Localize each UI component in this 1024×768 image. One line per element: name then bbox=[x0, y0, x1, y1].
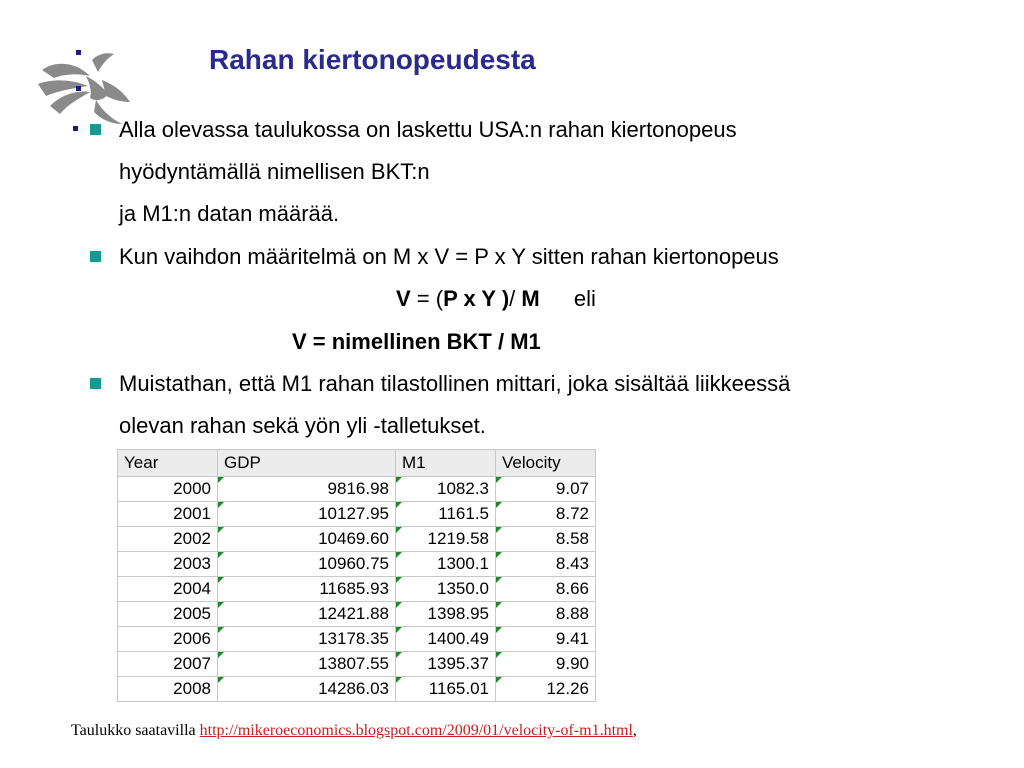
cell-m1: 1395.37 bbox=[396, 652, 496, 677]
header-velocity: Velocity bbox=[496, 450, 596, 477]
cell-velocity: 8.43 bbox=[496, 552, 596, 577]
header-year: Year bbox=[118, 450, 218, 477]
velocity-table bbox=[117, 449, 596, 702]
slide-title: Rahan kiertonopeudesta bbox=[209, 44, 536, 75]
cell-velocity: 8.72 bbox=[496, 502, 596, 527]
cell-gdp: 9816.98 bbox=[218, 477, 396, 502]
source-link[interactable]: http://mikeroeconomics.blogspot.com/2009/01/velocity-of-m1.html bbox=[199, 722, 633, 739]
cell-m1: 1165.01 bbox=[396, 677, 496, 702]
cell-gdp: 10127.95 bbox=[218, 502, 396, 527]
velocity-formula bbox=[396, 285, 596, 313]
cell-year: 2000 bbox=[118, 477, 218, 502]
cell-m1: 1082.3 bbox=[396, 477, 496, 502]
cell-velocity: 9.07 bbox=[496, 477, 596, 502]
bullet-2-line-1: Kun vaihdon määritelmä on M x V = P x Y sitten rahan kiertonopeus bbox=[119, 244, 779, 269]
cell-year: 2005 bbox=[118, 602, 218, 627]
bullet-1-line-3: ja M1:n datan määrää. bbox=[119, 201, 340, 226]
cell-gdp: 13807.55 bbox=[218, 652, 396, 677]
square-bullet-icon bbox=[90, 378, 101, 389]
table-row bbox=[118, 577, 596, 602]
cell-m1: 1398.95 bbox=[396, 602, 496, 627]
cell-m1: 1300.1 bbox=[396, 552, 496, 577]
formula-slash: / bbox=[509, 286, 522, 311]
square-bullet-icon bbox=[90, 251, 101, 262]
table-row bbox=[118, 502, 596, 527]
formula-eq: = ( bbox=[410, 286, 444, 311]
source-prefix: Taulukko saatavilla bbox=[71, 722, 200, 739]
source-note bbox=[71, 722, 637, 740]
cell-m1: 1400.49 bbox=[396, 627, 496, 652]
cell-year: 2003 bbox=[118, 552, 218, 577]
cell-gdp: 10469.60 bbox=[218, 527, 396, 552]
table-row bbox=[118, 527, 596, 552]
table-row bbox=[118, 627, 596, 652]
bullet-3-line-2: olevan rahan sekä yön yli -talletukset. bbox=[119, 413, 486, 438]
table-row bbox=[118, 602, 596, 627]
cell-gdp: 14286.03 bbox=[218, 677, 396, 702]
cell-m1: 1350.0 bbox=[396, 577, 496, 602]
bullet-1-line-1: Alla olevassa taulukossa on laskettu USA:n rahan kiertonopeus bbox=[119, 117, 737, 142]
cell-gdp: 13178.35 bbox=[218, 627, 396, 652]
header-gdp: GDP bbox=[218, 450, 396, 477]
cell-year: 2006 bbox=[118, 627, 218, 652]
velocity-definition: V = nimellinen BKT / M1 bbox=[292, 329, 541, 354]
cell-year: 2002 bbox=[118, 527, 218, 552]
cell-gdp: 11685.93 bbox=[218, 577, 396, 602]
cell-gdp: 10960.75 bbox=[218, 552, 396, 577]
table-row bbox=[118, 477, 596, 502]
formula-m: M bbox=[521, 286, 540, 311]
formula-v: V bbox=[396, 286, 411, 311]
cell-year: 2008 bbox=[118, 677, 218, 702]
cell-m1: 1161.5 bbox=[396, 502, 496, 527]
formula-py: P x Y ) bbox=[443, 286, 510, 311]
cell-m1: 1219.58 bbox=[396, 527, 496, 552]
table-body bbox=[118, 477, 596, 702]
formula-eli: eli bbox=[573, 286, 596, 311]
table-row bbox=[118, 652, 596, 677]
cell-velocity: 12.26 bbox=[496, 677, 596, 702]
university-logo-icon bbox=[36, 40, 132, 126]
bullet-1-line-2: hyödyntämällä nimellisen BKT:n bbox=[119, 159, 430, 184]
table-row bbox=[118, 677, 596, 702]
cell-year: 2007 bbox=[118, 652, 218, 677]
source-suffix: , bbox=[632, 722, 637, 739]
cell-year: 2004 bbox=[118, 577, 218, 602]
cell-velocity: 9.90 bbox=[496, 652, 596, 677]
cell-velocity: 8.58 bbox=[496, 527, 596, 552]
bullet-3-line-1: Muistathan, että M1 rahan tilastollinen mittari, joka sisältää liikkeessä bbox=[119, 371, 791, 396]
cell-velocity: 9.41 bbox=[496, 627, 596, 652]
cell-velocity: 8.66 bbox=[496, 577, 596, 602]
cell-gdp: 12421.88 bbox=[218, 602, 396, 627]
square-bullet-icon bbox=[90, 124, 101, 135]
table-row bbox=[118, 552, 596, 577]
cell-year: 2001 bbox=[118, 502, 218, 527]
table-header-row bbox=[118, 450, 596, 477]
header-m1: M1 bbox=[396, 450, 496, 477]
cell-velocity: 8.88 bbox=[496, 602, 596, 627]
